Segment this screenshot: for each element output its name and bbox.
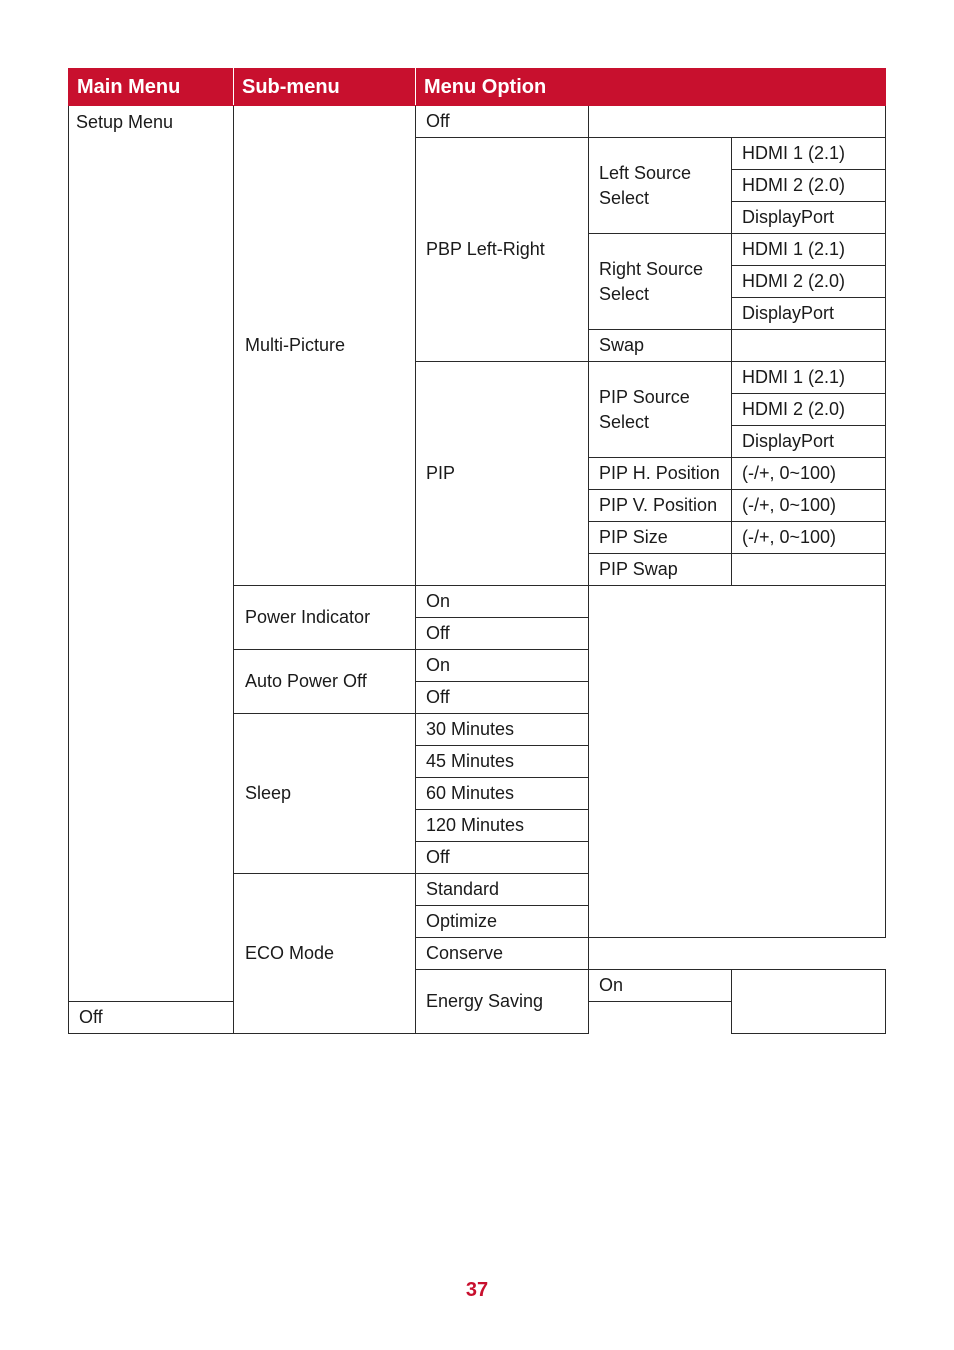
pip-source-option: HDMI 1 (2.1) [732,362,886,394]
empty-cell [732,330,886,362]
pip-source-option: DisplayPort [732,426,886,458]
pip-source-select: PIP Source Select [589,362,732,458]
auto-power-off-option: Off [416,682,589,714]
pip-v-position: PIP V. Position [589,490,732,522]
submenu-eco-mode: ECO Mode [234,874,416,1034]
sleep-option: 45 Minutes [416,746,589,778]
energy-saving-option: Off [69,1002,234,1034]
sleep-option: 60 Minutes [416,778,589,810]
pip-swap: PIP Swap [589,554,732,586]
eco-mode-option: Standard [416,874,589,906]
sleep-option: 30 Minutes [416,714,589,746]
pip-v-position-range: (-/+, 0~100) [732,490,886,522]
page-number: 37 [465,1279,489,1301]
empty-cell [589,586,886,938]
left-source-option: HDMI 2 (2.0) [732,170,886,202]
right-source-option: HDMI 1 (2.1) [732,234,886,266]
pip-h-position-range: (-/+, 0~100) [732,458,886,490]
right-source-option: DisplayPort [732,298,886,330]
empty-cell [732,554,886,586]
sleep-option: 120 Minutes [416,810,589,842]
header-main-menu: Main Menu [69,69,234,106]
energy-saving-option: On [589,970,732,1002]
submenu-power-indicator: Power Indicator [234,586,416,650]
right-source-option: HDMI 2 (2.0) [732,266,886,298]
menu-table [68,68,886,1034]
submenu-sleep: Sleep [234,714,416,874]
sleep-option: Off [416,842,589,874]
power-indicator-option: On [416,586,589,618]
header-sub-menu: Sub-menu [234,69,416,106]
pbp-right-source-select: Right Source Select [589,234,732,330]
submenu-auto-power-off: Auto Power Off [234,650,416,714]
main-menu-setup: Setup Menu [69,106,234,1002]
empty-cell [732,970,886,1034]
left-source-option: DisplayPort [732,202,886,234]
pbp-swap: Swap [589,330,732,362]
option-off: Off [416,106,589,138]
option-pbp-left-right: PBP Left-Right [416,138,589,362]
auto-power-off-option: On [416,650,589,682]
left-source-option: HDMI 1 (2.1) [732,138,886,170]
table-row [69,106,886,138]
header-menu-option: Menu Option [416,69,886,106]
table-header-row [69,69,886,106]
eco-mode-option: Conserve [416,938,589,970]
power-indicator-option: Off [416,618,589,650]
energy-saving: Energy Saving [416,970,589,1034]
pbp-left-source-select: Left Source Select [589,138,732,234]
submenu-multi-picture: Multi-Picture [234,106,416,586]
option-pip: PIP [416,362,589,586]
eco-mode-option: Optimize [416,906,589,938]
pip-size-range: (-/+, 0~100) [732,522,886,554]
pip-h-position: PIP H. Position [589,458,732,490]
empty-cell [589,106,886,138]
pip-size: PIP Size [589,522,732,554]
pip-source-option: HDMI 2 (2.0) [732,394,886,426]
